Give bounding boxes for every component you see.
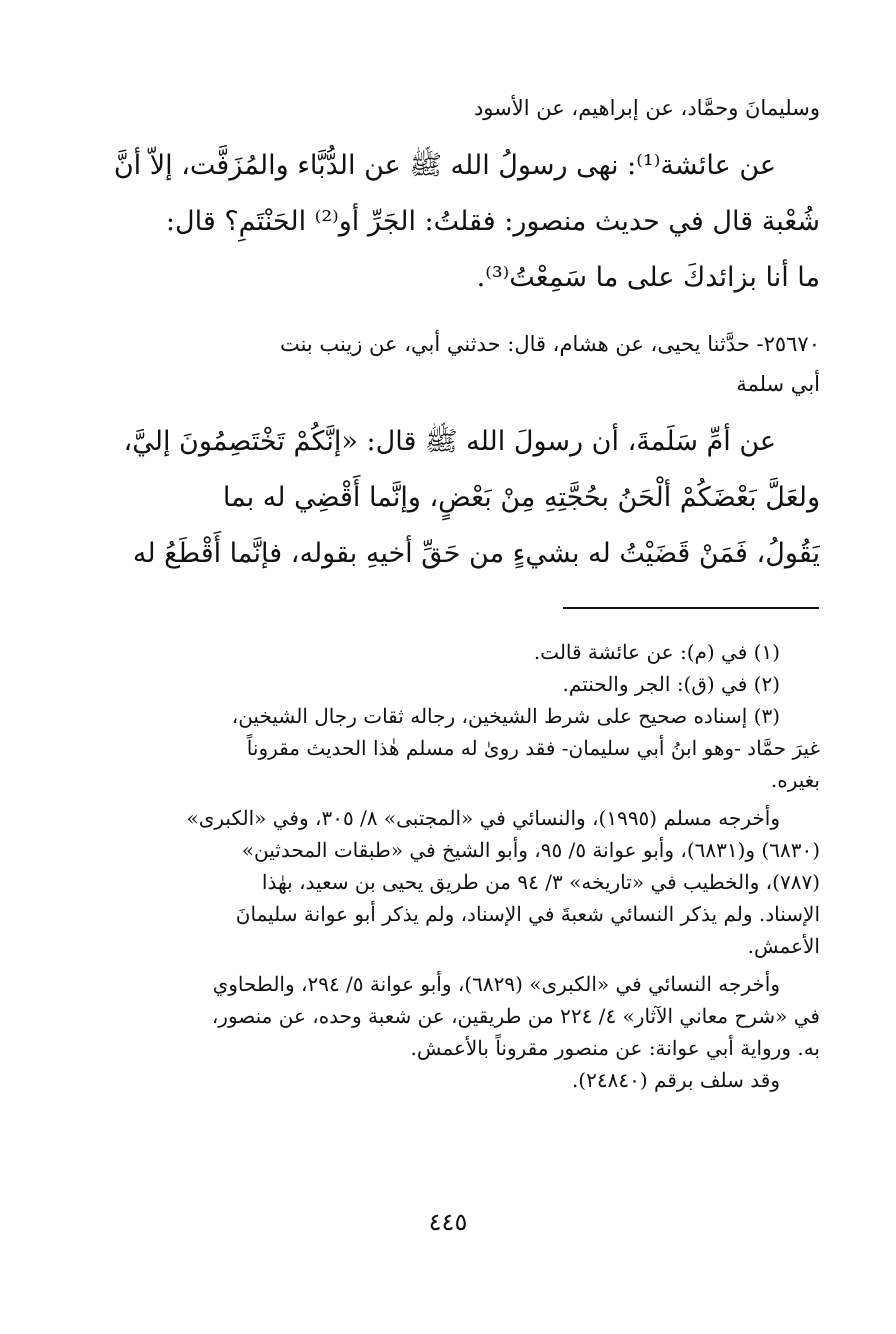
footnote-line: (٦٨٣٠) و(٦٨٣١)، وأبو عوانة ٥/ ٩٥، وأبو الشيخ في «طبقات المحدثين» [241,838,820,862]
footnote-line: وأخرجه مسلم (١٩٩٥)، والنسائي في «المجتبى» ٨/ ٣٠٥، وفي «الكبرى» [186,806,780,830]
footnote-line: غيرَ حمَّاد -وهو ابنُ أبي سليمان- فقد روىٰ له مسلم هٰذا الحديث مقروناً [246,736,820,760]
chain-line: ٢٥٦٧٠- حدَّثنا يحيى، عن هشام، قال: حدثني أبي، عن زينب بنت [279,332,820,356]
footnotes [60,636,820,1096]
footnote-line: وقد سلف برقم (٢٤٨٤٠). [571,1068,780,1092]
footnote-divider [563,607,819,609]
chain-line: وسليمانَ وحمَّاد، عن إبراهيم، عن الأسود [473,96,820,120]
hadith-line: شُعْبة قال في حديث منصور: فقلتُ: الجَرِّ أو⁽²⁾ الحَنْتَمِ؟ قال: [165,206,820,237]
footnote: (١) في (م): عن عائشة قالت. [533,640,780,664]
footnote-line: في «شرح معاني الآثار» ٤/ ٢٢٤ من طريقين، عن شعبة وحده، عن منصور، [211,1004,820,1028]
footnote-line: (٧٨٧)، والخطيب في «تاريخه» ٣/ ٩٤ من طريق يحيى بن سعيد، بهٰذا [261,870,820,894]
hadith-line: عن أمِّ سَلَمةَ، أن رسولَ الله ﷺ قال: «إنَّكُمْ تَخْتَصِمُونَ إليَّ، [123,426,776,457]
hadith-line: عن عائشة⁽¹⁾: نهى رسولُ الله ﷺ عن الدُّبَّاء والمُزَفَّت، إلاّ أنَّ [113,150,776,181]
footnote-line: بغيره. [770,768,820,792]
footnote: (٣) إسناده صحيح على شرط الشيخين، رجاله ثقات رجال الشيخين، [231,704,780,728]
hadith-line: ما أنا بزائدكَ على ما سَمِعْتُ⁽³⁾. [476,262,820,293]
footnote-line: الأعمش. [747,934,820,958]
hadith-line: يَقُولُ، فَمَنْ قَضَيْتُ له بشيءٍ من حَقِّ أخيهِ بقوله، فإنَّما أَقْطَعُ له [132,538,820,569]
page-number: ٤٤٥ [428,1208,468,1236]
footnote-line: وأخرجه النسائي في «الكبرى» (٦٨٢٩)، وأبو عوانة ٥/ ٢٩٤، والطحاوي [212,972,780,996]
footnote: (٢) في (ق): الجر والحنتم. [562,672,780,696]
footnote-line: الإسناد. ولم يذكر النسائي شعبةَ في الإسناد، ولم يذكر أبو عوانة سليمانَ [235,902,820,926]
footnote-line: به. ورواية أبي عوانة: عن منصور مقروناً بالأعمش. [410,1036,820,1060]
chain-line: أبي سلمة [736,372,820,396]
main-text [60,88,820,582]
hadith-line: ولعَلَّ بَعْضَكُمْ ألْحَنُ بحُجَّتِهِ مِنْ بَعْضٍ، وإنَّما أَقْضِي له بما [222,482,820,513]
